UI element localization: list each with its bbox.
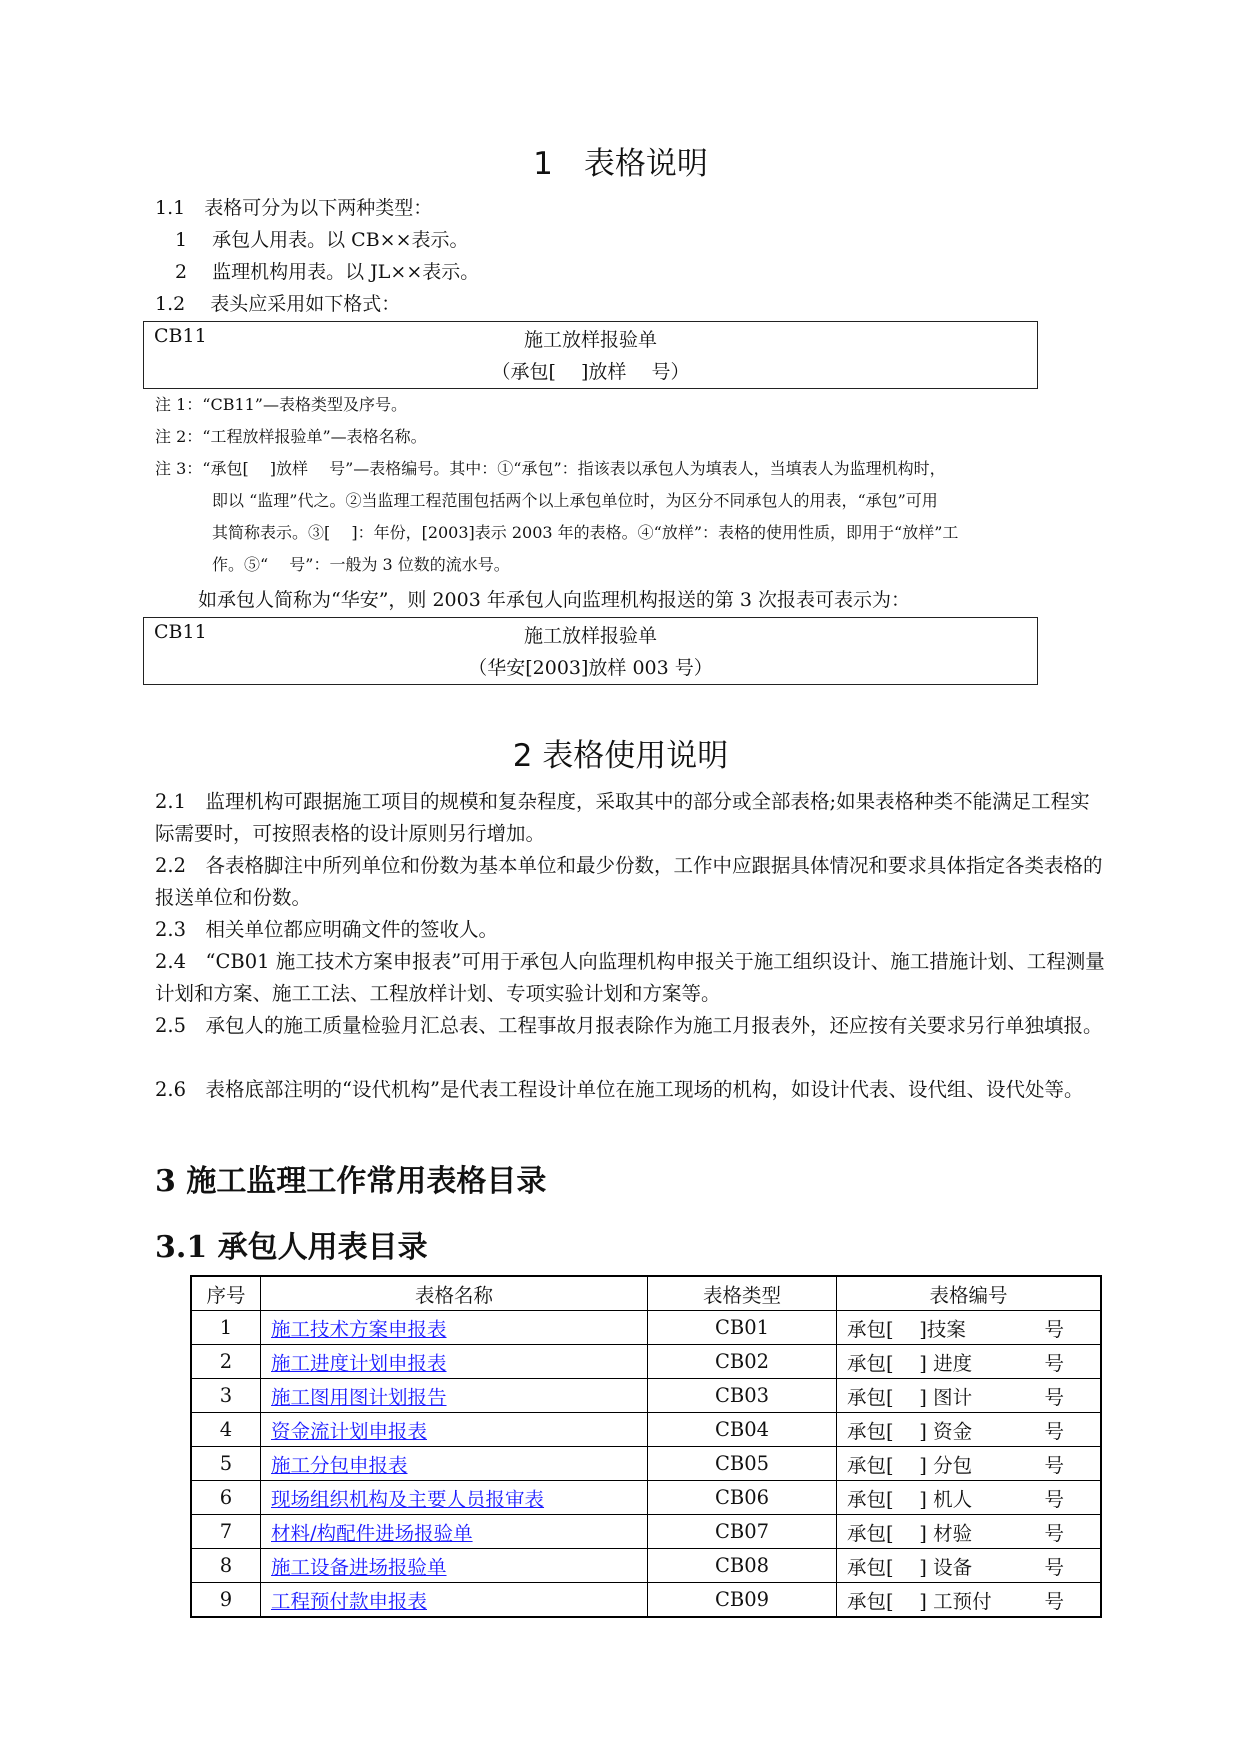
type-item-2: 2 监理机构用表。以 JL××表示。 [175, 261, 480, 283]
form-code-prefix: 承包[ ] 设备 [847, 1555, 973, 1579]
row-form-type: CB08 [648, 1549, 837, 1583]
row-form-code [837, 1345, 1102, 1379]
form-code-prefix: 承包[ ] 分包 [847, 1453, 973, 1477]
table-row [191, 1379, 1101, 1413]
form-name-link[interactable]: 施工进度计划申报表 [271, 1351, 447, 1375]
row-form-type: CB03 [648, 1379, 837, 1413]
s12-text: 1.2 表头应采用如下格式： [155, 293, 401, 315]
form-code-suffix: 号 [1044, 1589, 1064, 1613]
row-index: 5 [191, 1447, 261, 1481]
row-form-name-cell [261, 1311, 648, 1345]
row-form-name-cell [261, 1481, 648, 1515]
row-index: 6 [191, 1481, 261, 1515]
form-code-prefix: 承包[ ] 工预付 [847, 1589, 992, 1613]
row-form-code [837, 1379, 1102, 1413]
row-index: 2 [191, 1345, 261, 1379]
form-name-link[interactable]: 施工图用图计划报告 [271, 1385, 447, 1409]
para-2-4: 2.4 “CB01 施工技术方案申报表”可用于承包人向监理机构申报关于施工组织设计、施工措施计划、工程测量计划和方案、施工工法、工程放样计划、专项实验计划和方案等。 [155, 950, 1105, 1005]
para-2-5: 2.5 承包人的施工质量检验月汇总表、工程事故月报表除作为施工月报表外，还应按有关要求另行单独填报。 [155, 1014, 1103, 1037]
section3-title: 3 施工监理工作常用表格目录 [155, 1164, 547, 1199]
row-form-name-cell [261, 1549, 648, 1583]
row-form-type: CB07 [648, 1515, 837, 1549]
box-code: CB11 [154, 325, 207, 347]
para-2-3: 2.3 相关单位都应明确文件的签收人。 [155, 918, 499, 941]
row-form-code [837, 1413, 1102, 1447]
row-form-type: CB01 [648, 1311, 837, 1345]
table-row [191, 1515, 1101, 1549]
row-form-name-cell [261, 1345, 648, 1379]
form-name-link[interactable]: 施工技术方案申报表 [271, 1317, 447, 1341]
row-index: 9 [191, 1583, 261, 1618]
header-name: 表格名称 [261, 1276, 648, 1311]
note-3-line-1: 注 3：“承包[ ]放样 号”—表格编号。其中：①“承包”：指该表以承包人为填表人，当填表人为监理机构时， [155, 459, 946, 478]
row-form-name-cell [261, 1583, 648, 1618]
form-name-link[interactable]: 现场组织机构及主要人员报审表 [271, 1487, 545, 1511]
form-code-suffix: 号 [1044, 1419, 1064, 1443]
contractor-forms-table [190, 1275, 1102, 1618]
row-index: 3 [191, 1379, 261, 1413]
form-code-suffix: 号 [1044, 1351, 1064, 1375]
row-form-name-cell [261, 1379, 648, 1413]
row-index: 8 [191, 1549, 261, 1583]
form-code-prefix: 承包[ ] 机人 [847, 1487, 973, 1511]
para-2-6: 2.6 表格底部注明的“设代机构”是代表工程设计单位在施工现场的机构，如设计代表、设代组、设代处等。 [155, 1078, 1084, 1101]
header-code: 表格编号 [837, 1276, 1102, 1311]
row-index: 1 [191, 1311, 261, 1345]
form-code-suffix: 号 [1044, 1317, 1064, 1341]
form-code-suffix: 号 [1044, 1521, 1064, 1545]
table-row [191, 1311, 1101, 1345]
row-form-name-cell [261, 1413, 648, 1447]
note-3-line-3: 其简称表示。③[ ]：年份，[2003]表示 2003 年的表格。④“放样”：表格的使用性质，即用于“放样”工 [212, 523, 959, 542]
form-code-suffix: 号 [1044, 1385, 1064, 1409]
form-code-prefix: 承包[ ] 材验 [847, 1521, 973, 1545]
header-type: 表格类型 [648, 1276, 837, 1311]
form-code-suffix: 号 [1044, 1453, 1064, 1477]
table-row [191, 1413, 1101, 1447]
form-code-prefix: 承包[ ] 进度 [847, 1351, 973, 1375]
s11-text: 1.1 表格可分为以下两种类型： [155, 197, 433, 219]
section2-title: 2 表格使用说明 [512, 738, 729, 774]
box-sub: （承包[ ]放样 号） [491, 361, 690, 383]
row-index: 7 [191, 1515, 261, 1549]
section1-title: 1 表格说明 [533, 146, 708, 182]
row-form-type: CB04 [648, 1413, 837, 1447]
row-form-type: CB09 [648, 1583, 837, 1618]
form-code-prefix: 承包[ ] 资金 [847, 1419, 973, 1443]
row-form-code [837, 1515, 1102, 1549]
row-form-code [837, 1583, 1102, 1618]
row-form-type: CB05 [648, 1447, 837, 1481]
header-index: 序号 [191, 1276, 261, 1311]
note-1: 注 1：“CB11”—表格类型及序号。 [155, 395, 407, 414]
table-row [191, 1345, 1101, 1379]
header-format-box [143, 321, 1038, 389]
table-row [191, 1481, 1101, 1515]
example-format-box [143, 617, 1038, 685]
box-title: 施工放样报验单 [523, 625, 657, 647]
row-form-code [837, 1447, 1102, 1481]
section3-1-title: 3.1 承包人用表目录 [155, 1230, 428, 1265]
row-form-name-cell [261, 1515, 648, 1549]
table-row [191, 1447, 1101, 1481]
row-form-code [837, 1481, 1102, 1515]
note-3-line-4: 作。⑤“ 号”：一般为 3 位数的流水号。 [212, 555, 510, 574]
row-index: 4 [191, 1413, 261, 1447]
para-2-1: 2.1 监理机构可跟据施工项目的规模和复杂程度，采取其中的部分或全部表格;如果表格种类不能满足工程实际需要时，可按照表格的设计原则另行增加。 [155, 790, 1090, 845]
form-code-suffix: 号 [1044, 1487, 1064, 1511]
box-title: 施工放样报验单 [523, 329, 657, 351]
form-name-link[interactable]: 资金流计划申报表 [271, 1419, 428, 1443]
note-2: 注 2：“工程放样报验单”—表格名称。 [155, 427, 427, 446]
box-code: CB11 [154, 621, 207, 643]
form-name-link[interactable]: 材料/构配件进场报验单 [271, 1521, 473, 1545]
row-form-code [837, 1311, 1102, 1345]
type-item-1: 1 承包人用表。以 CB××表示。 [175, 229, 469, 251]
example-text: 如承包人简称为“华安”，则 2003 年承包人向监理机构报送的第 3 次报表可表示为： [198, 589, 911, 611]
para-2-2: 2.2 各表格脚注中所列单位和份数为基本单位和最少份数，工作中应跟据具体情况和要求具体指定各类表格的报送单位和份数。 [155, 854, 1103, 909]
table-row [191, 1549, 1101, 1583]
form-code-prefix: 承包[ ] 图计 [847, 1385, 973, 1409]
row-form-type: CB06 [648, 1481, 837, 1515]
row-form-name-cell [261, 1447, 648, 1481]
form-name-link[interactable]: 施工设备进场报验单 [271, 1555, 447, 1579]
form-code-suffix: 号 [1044, 1555, 1064, 1579]
table-row [191, 1583, 1101, 1618]
note-3-line-2: 即以 “监理”代之。②当监理工程范围包括两个以上承包单位时，为区分不同承包人的用表，“承包”可用 [212, 491, 938, 510]
box-sub: （华安[2003]放样 003 号） [468, 657, 713, 679]
form-name-link[interactable]: 施工分包申报表 [271, 1453, 408, 1477]
table-header-row [191, 1276, 1101, 1311]
form-name-link[interactable]: 工程预付款申报表 [271, 1589, 428, 1613]
row-form-type: CB02 [648, 1345, 837, 1379]
form-code-prefix: 承包[ ]技案 [847, 1317, 966, 1341]
row-form-code [837, 1549, 1102, 1583]
